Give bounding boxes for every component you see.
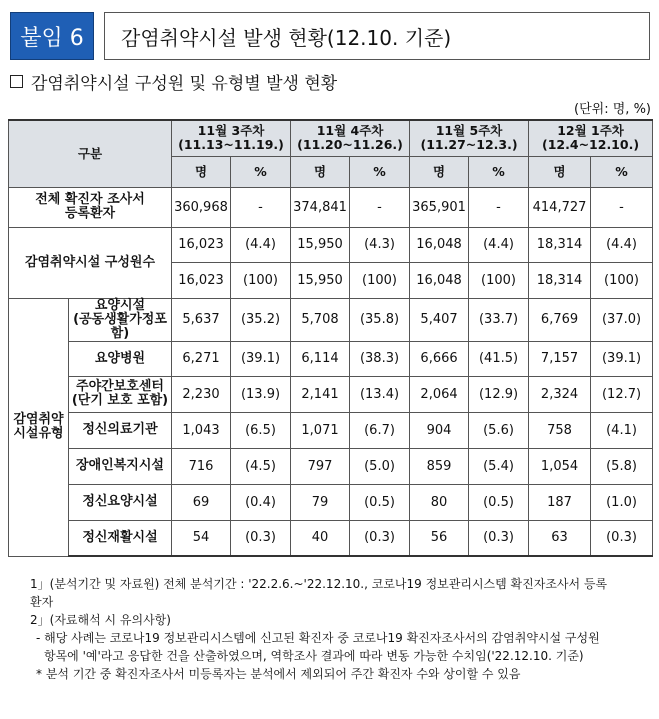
table-cell: 16,048 bbox=[410, 262, 469, 298]
count-header: 명 bbox=[529, 156, 591, 187]
table-cell: 63 bbox=[529, 520, 591, 556]
table-cell: (6.7) bbox=[350, 412, 410, 448]
table-cell: (1.0) bbox=[591, 484, 653, 520]
section-subtitle bbox=[10, 69, 337, 94]
table-cell: (100) bbox=[469, 262, 529, 298]
table-cell: 18,314 bbox=[529, 262, 591, 298]
table-cell: (39.1) bbox=[591, 341, 653, 376]
table-cell: 54 bbox=[172, 520, 231, 556]
table-cell: (4.5) bbox=[231, 448, 291, 484]
table-cell: 1,054 bbox=[529, 448, 591, 484]
table-cell: (33.7) bbox=[469, 298, 529, 341]
table-cell: 365,901 bbox=[410, 187, 469, 227]
table-cell: (5.4) bbox=[469, 448, 529, 484]
footnote-2-note: * 분석 기간 중 확진자조사서 미등록자는 분석에서 제외되어 주간 확진자 수와 상이할 수 있음 bbox=[36, 667, 521, 681]
table-cell: (12.9) bbox=[469, 376, 529, 412]
table-cell: 6,271 bbox=[172, 341, 231, 376]
pct-header: % bbox=[469, 156, 529, 187]
page-title: 감염취약시설 발생 현황(12.10. 기준) bbox=[104, 12, 650, 60]
table-cell: 859 bbox=[410, 448, 469, 484]
table-cell: (4.4) bbox=[591, 227, 653, 262]
pct-header: % bbox=[591, 156, 653, 187]
table-cell: (100) bbox=[591, 262, 653, 298]
table-cell: 2,324 bbox=[529, 376, 591, 412]
table-cell: 80 bbox=[410, 484, 469, 520]
table-cell: - bbox=[591, 187, 653, 227]
table-cell: (5.6) bbox=[469, 412, 529, 448]
table-cell: 7,157 bbox=[529, 341, 591, 376]
table-row bbox=[9, 227, 653, 262]
table-cell: 904 bbox=[410, 412, 469, 448]
table-cell: 1,071 bbox=[291, 412, 350, 448]
table-cell: (4.4) bbox=[231, 227, 291, 262]
table-cell: (13.4) bbox=[350, 376, 410, 412]
table-cell: (37.0) bbox=[591, 298, 653, 341]
table-cell: (0.3) bbox=[469, 520, 529, 556]
table-cell: (0.3) bbox=[591, 520, 653, 556]
table-cell: 16,023 bbox=[172, 227, 231, 262]
table-cell: (0.5) bbox=[350, 484, 410, 520]
row-label: 정신의료기관 bbox=[69, 412, 172, 448]
table-cell: (4.4) bbox=[469, 227, 529, 262]
table-cell: 5,407 bbox=[410, 298, 469, 341]
table-cell: 16,023 bbox=[172, 262, 231, 298]
footnote-1: 1」(분석기간 및 자료원) 전체 분석기간 : '22.2.6.~'22.12.10., 코로나19 정보관리시스템 확진자조사서 등록 bbox=[30, 577, 608, 591]
week-header: 11월 4주차 (11.20~11.26.) bbox=[291, 120, 410, 156]
pct-header: % bbox=[350, 156, 410, 187]
table-cell: (5.8) bbox=[591, 448, 653, 484]
table-cell: (100) bbox=[231, 262, 291, 298]
table-cell: 1,043 bbox=[172, 412, 231, 448]
table-cell: 2,064 bbox=[410, 376, 469, 412]
table-cell: (100) bbox=[350, 262, 410, 298]
table-row bbox=[9, 341, 653, 376]
status-table bbox=[8, 119, 653, 557]
footnote-2-item-cont: 항목에 '예'라고 응답한 건을 산출하였으며, 역학조사 결과에 따라 변동 가능한 수치임('22.12.10. 기준) bbox=[44, 649, 584, 663]
table-row bbox=[9, 187, 653, 227]
table-cell: - bbox=[231, 187, 291, 227]
table-cell: - bbox=[469, 187, 529, 227]
corner-header: 구분 bbox=[9, 120, 172, 187]
attachment-badge: 붙임 6 bbox=[10, 12, 94, 60]
row-label: 주야간보호센터 (단기 보호 포함) bbox=[69, 376, 172, 412]
table-cell: (35.8) bbox=[350, 298, 410, 341]
count-header: 명 bbox=[291, 156, 350, 187]
table-cell: (0.4) bbox=[231, 484, 291, 520]
pct-header: % bbox=[231, 156, 291, 187]
table-cell: (38.3) bbox=[350, 341, 410, 376]
footnote-2-item: - 해당 사례는 코로나19 정보관리시스템에 신고된 확진자 중 코로나19 확진자조사서의 감염취약시설 구성원 bbox=[36, 631, 600, 645]
count-header: 명 bbox=[410, 156, 469, 187]
table-cell: 40 bbox=[291, 520, 350, 556]
table-cell: 5,637 bbox=[172, 298, 231, 341]
table-cell: (6.5) bbox=[231, 412, 291, 448]
checkbox-square-icon bbox=[10, 75, 23, 88]
count-header: 명 bbox=[172, 156, 231, 187]
row-label: 요양병원 bbox=[69, 341, 172, 376]
table-cell: 6,769 bbox=[529, 298, 591, 341]
table-cell: (41.5) bbox=[469, 341, 529, 376]
table-cell: 2,230 bbox=[172, 376, 231, 412]
table-cell: 15,950 bbox=[291, 262, 350, 298]
table-cell: 758 bbox=[529, 412, 591, 448]
table-row bbox=[9, 412, 653, 448]
footnote-1-cont: 환자 bbox=[30, 595, 54, 609]
table-cell: 18,314 bbox=[529, 227, 591, 262]
table-cell: 6,114 bbox=[291, 341, 350, 376]
table-row bbox=[9, 298, 653, 341]
table-cell: 360,968 bbox=[172, 187, 231, 227]
footnotes bbox=[30, 575, 650, 683]
table-cell: 56 bbox=[410, 520, 469, 556]
table-cell: (5.0) bbox=[350, 448, 410, 484]
footnote-2: 2」(자료해석 시 유의사항) bbox=[30, 613, 171, 627]
table-cell: - bbox=[350, 187, 410, 227]
table-cell: (12.7) bbox=[591, 376, 653, 412]
row-label: 요양시설 (공동생활가정포함) bbox=[69, 298, 172, 341]
table-cell: 414,727 bbox=[529, 187, 591, 227]
table-cell: 15,950 bbox=[291, 227, 350, 262]
table-cell: 2,141 bbox=[291, 376, 350, 412]
table-cell: (0.3) bbox=[350, 520, 410, 556]
table-row bbox=[9, 376, 653, 412]
table-cell: (13.9) bbox=[231, 376, 291, 412]
row-label: 전체 확진자 조사서 등록환자 bbox=[9, 187, 172, 227]
table-cell: (0.3) bbox=[231, 520, 291, 556]
table-cell: 5,708 bbox=[291, 298, 350, 341]
table-row bbox=[9, 448, 653, 484]
week-header: 11월 5주차 (11.27~12.3.) bbox=[410, 120, 529, 156]
type-group-label: 감염취약 시설유형 bbox=[9, 298, 69, 556]
table-row bbox=[9, 520, 653, 556]
table-cell: (0.5) bbox=[469, 484, 529, 520]
table-cell: 187 bbox=[529, 484, 591, 520]
row-label: 감염취약시설 구성원수 bbox=[9, 227, 172, 298]
table-cell: 16,048 bbox=[410, 227, 469, 262]
subtitle-text: 감염취약시설 구성원 및 유형별 발생 현황 bbox=[31, 74, 338, 94]
table-row bbox=[9, 484, 653, 520]
table-cell: 79 bbox=[291, 484, 350, 520]
table-cell: 374,841 bbox=[291, 187, 350, 227]
table-cell: (4.3) bbox=[350, 227, 410, 262]
table-cell: (35.2) bbox=[231, 298, 291, 341]
table-cell: 797 bbox=[291, 448, 350, 484]
row-label: 장애인복지시설 bbox=[69, 448, 172, 484]
table-cell: (39.1) bbox=[231, 341, 291, 376]
unit-label: (단위: 명, %) bbox=[574, 102, 651, 117]
row-label: 정신재활시설 bbox=[69, 520, 172, 556]
table-cell: (4.1) bbox=[591, 412, 653, 448]
week-header: 12월 1주차 (12.4~12.10.) bbox=[529, 120, 653, 156]
table-cell: 6,666 bbox=[410, 341, 469, 376]
header bbox=[10, 10, 652, 62]
table-cell: 69 bbox=[172, 484, 231, 520]
table-cell: 716 bbox=[172, 448, 231, 484]
week-header: 11월 3주차 (11.13~11.19.) bbox=[172, 120, 291, 156]
row-label: 정신요양시설 bbox=[69, 484, 172, 520]
